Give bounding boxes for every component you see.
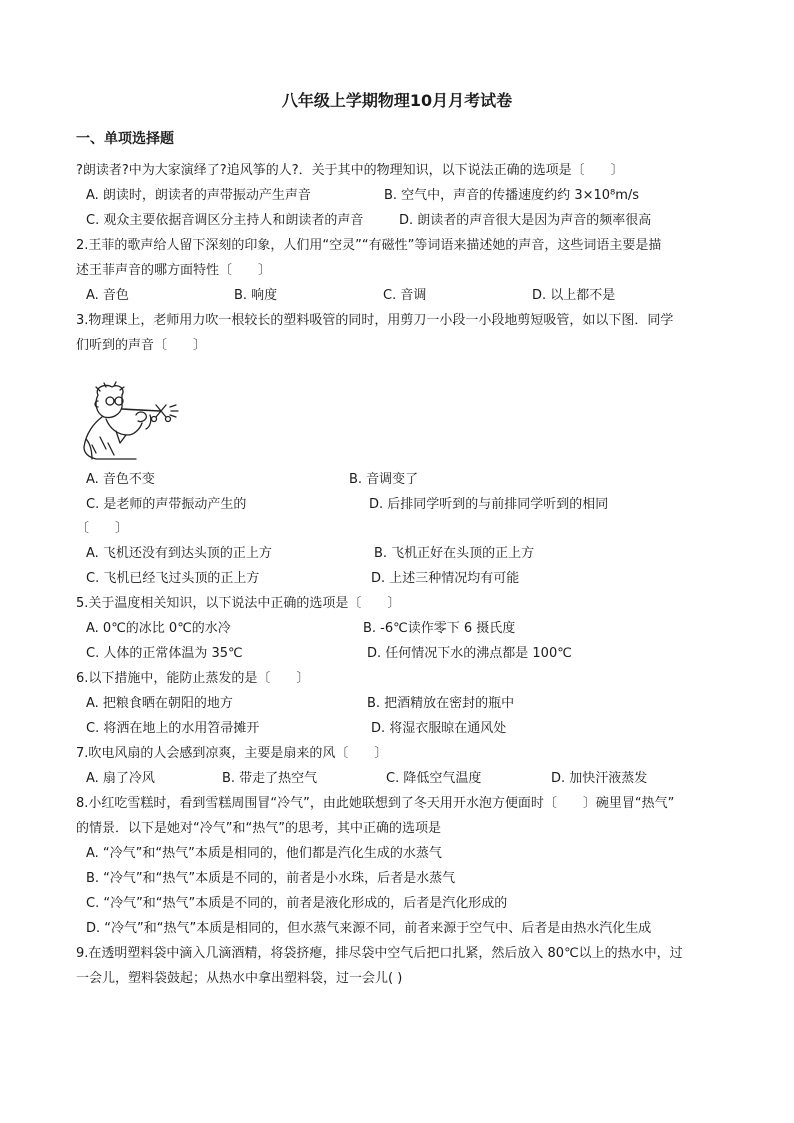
- question-1-option-c: C. 观众主要依据音调区分主持人和朗读者的声音: [86, 213, 364, 228]
- question-1-option-b: B. 空气中，声音的传播速度约约 3×10⁸m/s: [384, 188, 640, 203]
- question-3-option-a: A. 音色不变: [86, 472, 155, 487]
- question-5-option-b: B. -6℃读作零下 6 摄氏度: [363, 621, 516, 636]
- question-3-stem-line2: 们听到的声音〔 〕: [76, 338, 207, 353]
- question-8-option-d: D. “冷气”和“热气”本质是相同的，但水蒸气来源不同，前者来源于空气中、后者是由热水汽化生成: [86, 921, 652, 936]
- question-6-option-c: C. 将洒在地上的水用笤帚摊开: [86, 721, 260, 736]
- question-3-option-b: B. 音调变了: [349, 472, 419, 487]
- question-2-option-b: B. 响度: [234, 288, 278, 303]
- question-6-option-d: D. 将湿衣服晾在通风处: [371, 721, 507, 736]
- question-1-option-a: A. 朗读时，朗读者的声带振动产生声音: [86, 188, 311, 203]
- question-8-option-b: B. “冷气”和“热气”本质是不同的，前者是小水珠，后者是水蒸气: [86, 871, 456, 886]
- question-5-option-c: C. 人体的正常体温为 35℃: [86, 646, 243, 661]
- question-9-stem-line1: 9.在透明塑料袋中滴入几滴酒精，将袋挤瘪，排尽袋中空气后把口扎紧，然后放入 80℃以上的热水中，过: [76, 946, 683, 961]
- exam-title: 八年级上学期物理10月月考试卷: [281, 91, 513, 110]
- question-4-option-a: A. 飞机还没有到达头顶的正上方: [86, 546, 272, 561]
- question-4-option-c: C. 飞机已经飞过头顶的正上方: [86, 571, 260, 586]
- question-3-option-c: C. 是老师的声带振动产生的: [86, 497, 247, 512]
- question-7-option-d: D. 加快汗液蒸发: [551, 771, 648, 786]
- teacher-blowing-straw-illustration: [76, 381, 186, 461]
- question-3-option-d: D. 后排同学听到的与前排同学听到的相同: [369, 497, 609, 512]
- question-9-stem-line2: 一会儿，塑料袋鼓起；从热水中拿出塑料袋，过一会儿( ): [76, 971, 403, 986]
- question-3-stem-line1: 3.物理课上，老师用力吹一根较长的塑料吸管的同时，用剪刀一小段一小段地剪短吸管，如以下图．同学: [76, 313, 674, 328]
- question-6-option-b: B. 把酒精放在密封的瓶中: [367, 696, 515, 711]
- question-7-option-a: A. 扇了冷风: [86, 771, 155, 786]
- question-7-stem: 7.吹电风扇的人会感到凉爽，主要是扇来的风〔 〕: [76, 746, 388, 761]
- question-7-option-c: C. 降低空气温度: [386, 771, 482, 786]
- question-2-option-d: D. 以上都不是: [532, 288, 616, 303]
- question-4-option-b: B. 飞机正好在头顶的正上方: [374, 546, 535, 561]
- question-8-option-a: A. “冷气”和“热气”本质是相同的，他们都是汽化生成的水蒸气: [86, 846, 442, 861]
- question-4-option-d: D. 上述三种情况均有可能: [371, 571, 520, 586]
- question-2-option-c: C. 音调: [383, 288, 427, 303]
- question-1-option-d: D. 朗读者的声音很大是因为声音的频率很高: [399, 213, 652, 228]
- question-4-stem: 〔 〕: [76, 521, 129, 536]
- question-5-stem: 5.关于温度相关知识，以下说法中正确的选项是〔 〕: [76, 596, 401, 611]
- question-8-stem-line1: 8.小红吃雪糕时，看到雪糕周围冒“冷气”，由此她联想到了冬天用开水泡方便面时〔 〕碗里冒“热气”: [76, 796, 675, 811]
- question-2-stem-line2: 述王菲声音的哪方面特性〔 〕: [76, 263, 272, 278]
- question-5-option-a: A. 0℃的冰比 0℃的水冷: [86, 621, 231, 636]
- question-5-option-d: D. 任何情况下水的沸点都是 100℃: [367, 646, 572, 661]
- question-2-stem-line1: 2.王菲的歌声给人留下深刻的印象，人们用“空灵”“有磁性”等词语来描述她的声音，这些词语主要是描: [76, 238, 662, 253]
- question-2-option-a: A. 音色: [86, 288, 129, 303]
- question-8-option-c: C. “冷气”和“热气”本质是不同的，前者是液化形成的，后者是汽化形成的: [86, 896, 508, 911]
- question-7-option-b: B. 带走了热空气: [222, 771, 318, 786]
- section-heading: 一、单项选择题: [76, 131, 174, 147]
- question-6-option-a: A. 把粮食晒在朝阳的地方: [86, 696, 233, 711]
- question-1-stem: ?朗读者?中为大家演绎了?追风筝的人?．关于其中的物理知识，以下说法正确的选项是〔 〕: [76, 163, 624, 178]
- question-6-stem: 6.以下措施中，能防止蒸发的是〔 〕: [76, 671, 310, 686]
- question-8-stem-line2: 的情景．以下是她对“冷气”和“热气”的思考，其中正确的选项是: [76, 821, 441, 836]
